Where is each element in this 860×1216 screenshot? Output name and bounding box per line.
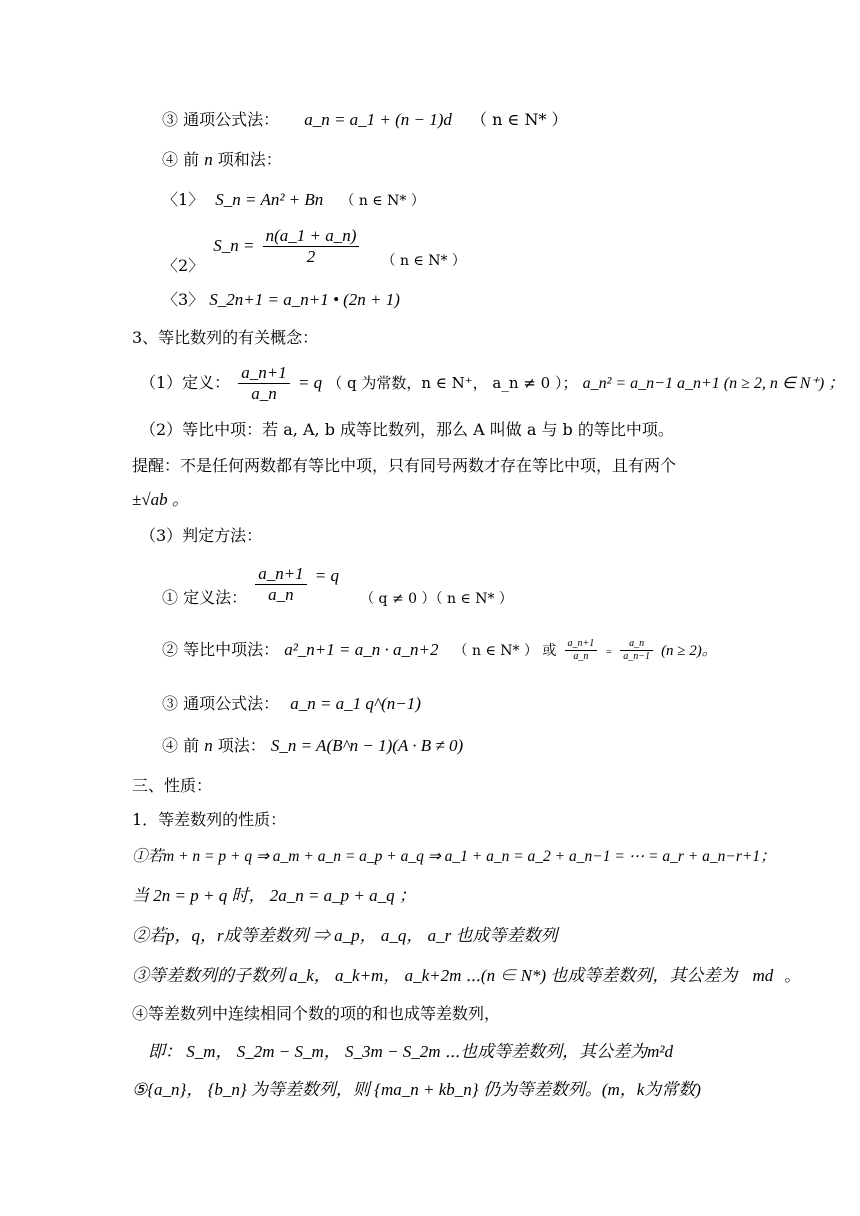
formula: S_n = An² + Bn [215, 190, 324, 209]
property-4 [132, 1002, 500, 1026]
method-label-suffix: 项和法： [217, 150, 282, 169]
heading-text: 3、等比数列的有关概念： [132, 328, 319, 347]
text: ③等差数列的子数列 a_k， a_k+m， a_k+2m ⋯(n ∈ N*) 也成等差数列，其公差为 [132, 966, 738, 985]
numerator: a_n+1 [255, 564, 306, 585]
denominator: a_n [251, 384, 277, 403]
property-1 [132, 844, 776, 869]
text: 即： S_m， S_2m − S_m， S_3m − S_2m ⋯也成等差数列，其公差为m²d [148, 1042, 674, 1061]
text: 当 2n = p + q 时， 2a_n = a_p + a_q ； [132, 886, 416, 905]
numerator: a_n+1 [565, 638, 598, 651]
property-4-detail [148, 1040, 673, 1064]
arith-general-term-method [162, 108, 568, 132]
sum-formula-2 [162, 224, 466, 275]
property-1-special-case [132, 884, 416, 908]
label: （1）定义： [140, 373, 231, 392]
fraction-left [565, 638, 598, 663]
criteria-general-term [162, 692, 421, 716]
text: ②若p，q，r成等差数列 ⇒ a_p， a_q， a_r 也成等差数列 [132, 926, 558, 945]
text: ⑤{a_n}， {b_n} 为等差数列，则 {ma_n + kb_n} 仍为等差数列。(m，k为常数) [132, 1080, 701, 1099]
recursive-relation: a_n² = a_n−1 a_n+1 (n ≥ 2, n ∈ N⁺) ； [582, 375, 845, 392]
condition-or: （ n ∈ N* ） 或 [453, 643, 557, 659]
common-difference: md [752, 966, 774, 985]
equals-q: = q [297, 373, 323, 392]
text: ±√ab 。 [132, 490, 189, 509]
label: ① 定义法： [162, 588, 248, 607]
text: ①若m + n = p + q ⇒ a_m + a_n = a_p + a_q ⇒ a_1 + a_n = a_2 + a_n−1 = ⋯ = a_r + a_n−r+1； [132, 848, 776, 865]
ratio-fraction [255, 564, 306, 605]
condition: （ n ∈ N* ） [471, 110, 568, 129]
reminder-line [132, 454, 676, 478]
condition: （ q ≠ 0 ）（ n ∈ N* ） [360, 591, 513, 607]
denominator: a_n−1 [623, 651, 650, 662]
text: （3）判定方法： [140, 526, 263, 545]
numerator: a_n+1 [238, 363, 289, 384]
denominator: a_n [573, 651, 589, 662]
sum-formula-3 [162, 288, 400, 312]
heading-text: 1．等差数列的性质： [132, 810, 287, 829]
item-marker: 〈2〉 [162, 256, 205, 275]
method-label-prefix: ④ 前 [162, 150, 200, 169]
formula-lhs: S_n = [213, 236, 255, 255]
numerator: a_n [620, 638, 653, 651]
property-2 [132, 924, 557, 948]
item-marker: 〈1〉 [162, 190, 205, 209]
method-label: ③ 通项公式法： [162, 110, 280, 129]
geometric-mean-definition [140, 418, 674, 442]
general-term-formula: a_n = a_1 + (n − 1)d [304, 110, 452, 129]
property-3 [132, 964, 800, 988]
criteria-heading [140, 524, 262, 548]
condition: （ n ∈ N* ） [340, 193, 425, 209]
condition: （ q 为常数，n ∈ N⁺， a_n ≠ 0 ）； [327, 374, 578, 392]
label-prefix: ④ 前 [162, 736, 200, 755]
variable-n: n [204, 736, 213, 755]
sum-formula-1 [162, 188, 425, 213]
condition: (n ≥ 2)。 [661, 643, 717, 659]
section-heading-geometric [132, 326, 318, 350]
fraction-right [620, 638, 653, 663]
formula: S_n = A(B^n − 1)(A · B ≠ 0) [270, 736, 464, 755]
heading-text: 三、性质： [132, 776, 213, 795]
arith-sum-method [162, 148, 282, 172]
criteria-definition [162, 562, 513, 607]
numerator: n(a_1 + a_n) [263, 226, 360, 247]
variable-n: n [204, 150, 213, 169]
label-suffix: 项法： [217, 736, 266, 755]
equals-q: = q [314, 566, 339, 585]
formula: a_n = a_1 q^(n−1) [290, 694, 421, 713]
criteria-geometric-mean [162, 630, 717, 673]
item-marker: 〈3〉 [162, 290, 205, 309]
denominator: 2 [306, 247, 316, 266]
condition: （ n ∈ N* ） [381, 253, 466, 269]
text: ④等差数列中连续相同个数的项的和也成等差数列， [132, 1004, 501, 1023]
geometric-definition [140, 362, 844, 405]
formula: a²_n+1 = a_n · a_n+2 [284, 640, 439, 659]
label: ③ 通项公式法： [162, 694, 280, 713]
period: 。 [784, 966, 801, 985]
denominator: a_n [268, 585, 294, 604]
equals: = [605, 647, 613, 658]
reminder-continuation [132, 488, 189, 512]
subsection-arith-properties [132, 808, 286, 832]
criteria-sum [162, 734, 463, 758]
ratio-fraction [238, 363, 289, 404]
property-5 [132, 1078, 701, 1102]
label: ② 等比中项法： [162, 640, 280, 659]
section-properties [132, 774, 212, 798]
fraction [263, 226, 360, 267]
formula: S_2n+1 = a_n+1 • (2n + 1) [209, 290, 400, 309]
text: （2）等比中项：若 a, A, b 成等比数列，那么 A 叫做 a 与 b 的等比中项。 [140, 420, 674, 439]
text: 提醒：不是任何两数都有等比中项，只有同号两数才存在等比中项，且有两个 [132, 456, 677, 475]
